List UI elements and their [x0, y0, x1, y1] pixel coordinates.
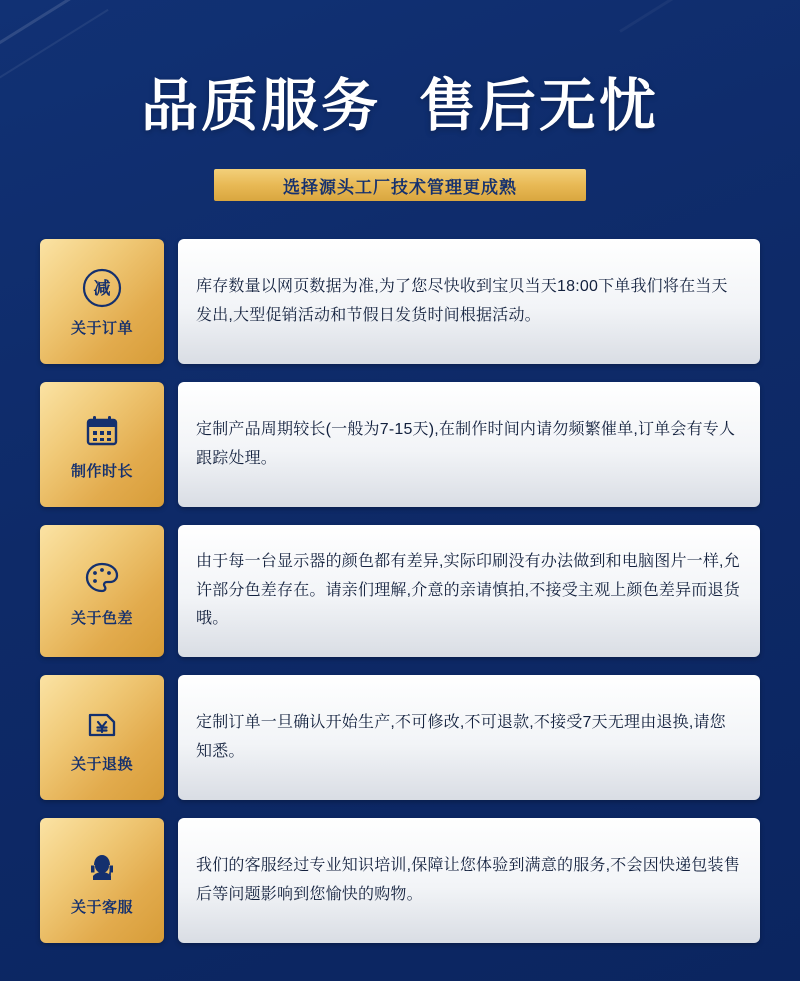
headset-agent-icon: [79, 844, 125, 890]
subtitle-banner: [214, 169, 586, 201]
badge-label: 关于客服: [70, 899, 133, 916]
refund-icon: [79, 701, 125, 747]
page-header: [0, 0, 800, 201]
svg-text:减: 减: [93, 279, 111, 298]
info-text: 定制产品周期较长(一般为7-15天),在制作时间内请勿频繁催单,订单会有专人跟踪处理。: [196, 421, 736, 467]
badge-label: 关于色差: [70, 609, 133, 627]
info-card: [178, 818, 760, 943]
info-card: [178, 675, 760, 800]
info-text: 定制订单一旦确认开始生产,不可修改,不可退款,不接受7天无理由退换,请您知悉。: [196, 714, 726, 760]
discount-circle-icon: [79, 265, 125, 311]
info-card: [178, 239, 760, 364]
info-row: [40, 382, 760, 507]
palette-icon: [79, 555, 125, 601]
info-text: 库存数量以网页数据为准,为了您尽快收到宝贝当天18:00下单我们将在当天发出,大型促销活动和节假日发货时间根据活动。: [196, 278, 728, 324]
info-text: 由于每一台显示器的颜色都有差异,实际印刷没有办法做到和电脑图片一样,允许部分色差存在。请亲们理解,介意的亲请慎拍,不接受主观上颜色差异而退货哦。: [196, 553, 740, 628]
info-row: [40, 818, 760, 943]
badge-refund: [40, 675, 164, 800]
badge-duration: [40, 382, 164, 507]
info-card: [178, 382, 760, 507]
calendar-icon: [79, 408, 125, 454]
badge-label: 关于退换: [70, 756, 133, 773]
info-row: [40, 239, 760, 364]
badge-label: 关于订单: [70, 320, 133, 337]
info-text: 我们的客服经过专业知识培训,保障让您体验到满意的服务,不会因快递包装售后等问题影响到您愉快的购物。: [196, 857, 740, 903]
info-row: [40, 525, 760, 657]
info-card: [178, 525, 760, 657]
page-title: 品质服务 售后无忧: [141, 74, 659, 138]
info-sections: [0, 239, 800, 943]
subtitle-text: 选择源头工厂技术管理更成熟: [283, 177, 517, 197]
badge-label: 制作时长: [70, 463, 133, 480]
badge-order: [40, 239, 164, 364]
badge-support: [40, 818, 164, 943]
info-row: [40, 675, 760, 800]
badge-color: [40, 525, 164, 657]
